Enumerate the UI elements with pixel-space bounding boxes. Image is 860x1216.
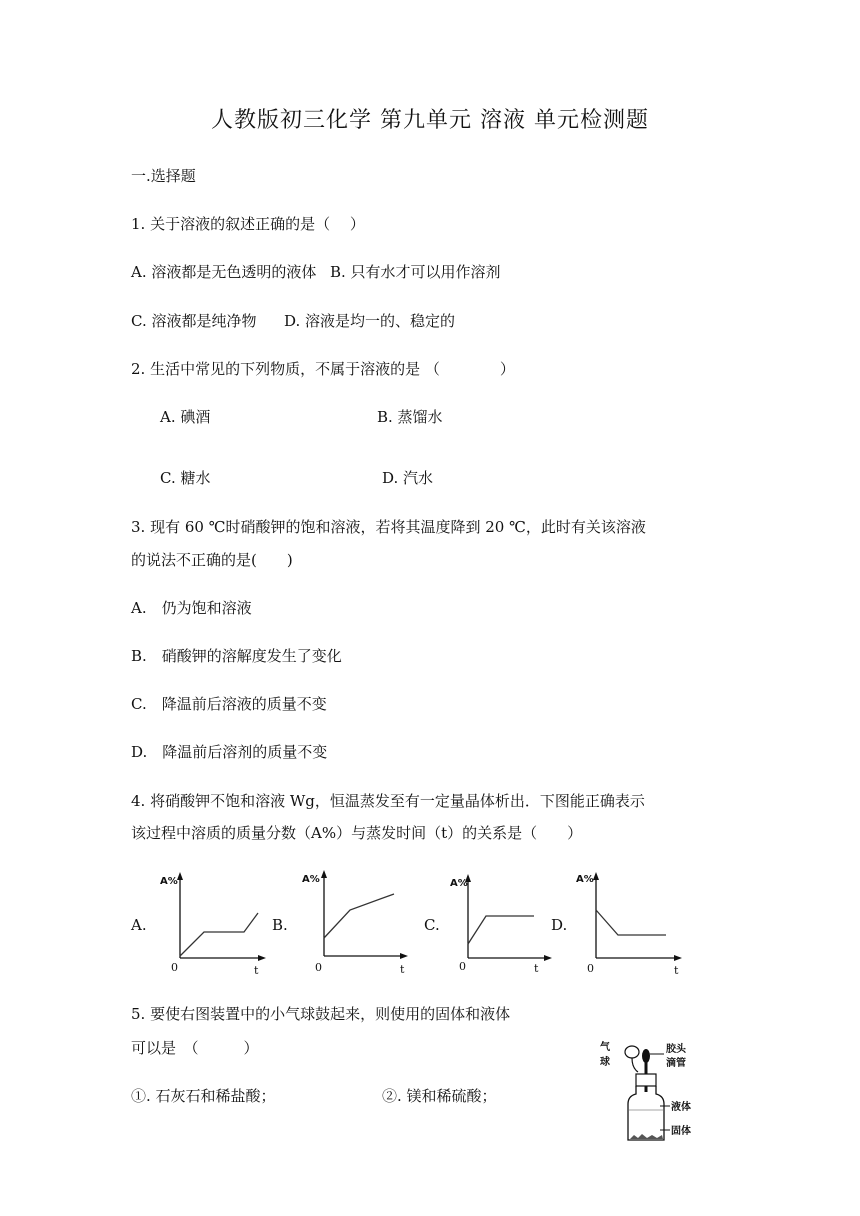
x-axis-label: t: [534, 962, 539, 975]
liquid-label: 液体: [671, 1102, 691, 1113]
question-2-option-c: C. 糖水: [160, 469, 211, 487]
y-axis-label: A%: [450, 878, 468, 889]
graph-c: [448, 870, 558, 978]
origin-label: 0: [315, 961, 322, 974]
graph-d: [574, 868, 690, 978]
x-axis-label: t: [400, 963, 405, 976]
question-4-graph-option-a: A.: [131, 916, 147, 934]
x-arrow: [400, 953, 408, 959]
bottle-icon: [628, 1086, 664, 1140]
graph-curve: [324, 894, 394, 938]
question-3-stem-line-1: 3. 现有 60 ℃时硝酸钾的饱和溶液，若将其温度降到 20 ℃，此时有关该溶液: [131, 518, 646, 536]
question-3-option-b: B. 硝酸钾的溶解度发生了变化: [131, 647, 342, 665]
question-5-stem-line-1: 5. 要使右图装置中的小气球鼓起来，则使用的固体和液体: [131, 1005, 511, 1023]
section-heading: 一.选择题: [131, 167, 196, 185]
question-5-option-2: ②. 镁和稀硫酸；: [382, 1087, 497, 1105]
graph-b: [300, 864, 410, 976]
origin-label: 0: [459, 960, 466, 973]
x-axis-label: t: [254, 964, 259, 977]
graph-a: [158, 868, 268, 978]
x-arrow: [544, 955, 552, 961]
balloon-label-1: 气: [600, 1042, 610, 1053]
question-5-stem-line-2: 可以是 （ ）: [131, 1039, 259, 1057]
question-1-option-a: A. 溶液都是无色透明的液体: [131, 263, 317, 281]
x-arrow: [674, 955, 682, 961]
dropper-label-2: 滴管: [666, 1058, 686, 1069]
page-title: 人教版初三化学 第九单元 溶液 单元检测题: [211, 108, 649, 133]
y-axis-label: A%: [302, 874, 320, 885]
question-2-option-d: D. 汽水: [382, 469, 434, 487]
question-4-graph-option-d: D.: [551, 916, 568, 934]
y-axis-label: A%: [576, 874, 594, 885]
question-4-stem-line-2: 该过程中溶质的质量分数（A%）与蒸发时间（t）的关系是（ ）: [131, 824, 583, 842]
solid-icon: [630, 1134, 663, 1139]
graph-curve: [468, 916, 534, 944]
question-3-stem-line-2: 的说法不正确的是( ): [131, 551, 293, 569]
origin-label: 0: [171, 961, 178, 974]
question-4-stem-line-1: 4. 将硝酸钾不饱和溶液 Wg，恒温蒸发至有一定量晶体析出．下图能正确表示: [131, 792, 645, 810]
dropper-label-1: 胶头: [666, 1044, 686, 1055]
question-2-stem: 2. 生活中常见的下列物质，不属于溶液的是 （ ）: [131, 360, 515, 378]
question-1-stem: 1. 关于溶液的叙述正确的是（ ）: [131, 215, 365, 233]
graph-curve: [596, 910, 666, 935]
question-1-option-b: B. 只有水才可以用作溶剂: [330, 263, 501, 281]
x-arrow: [258, 955, 266, 961]
question-3-option-c: C. 降温前后溶液的质量不变: [131, 695, 327, 713]
question-3-option-a: A. 仍为饱和溶液: [131, 599, 252, 617]
question-5-option-1: ①. 石灰石和稀盐酸；: [131, 1087, 276, 1105]
balloon-icon: [625, 1046, 639, 1058]
question-1-option-d: D. 溶液是均一的、稳定的: [284, 312, 456, 330]
x-axis-label: t: [674, 964, 679, 977]
balloon-label-2: 球: [600, 1057, 610, 1068]
question-4-graph-option-c: C.: [424, 916, 440, 934]
question-1-option-c: C. 溶液都是纯净物: [131, 312, 257, 330]
question-2-option-b: B. 蒸馏水: [377, 408, 443, 426]
y-arrow: [177, 872, 183, 880]
balloon-apparatus-diagram: [592, 1040, 712, 1145]
y-arrow: [593, 872, 599, 880]
stopper-icon: [636, 1074, 656, 1086]
y-axis-label: A%: [160, 876, 178, 887]
question-3-option-d: D. 降温前后溶剂的质量不变: [131, 743, 328, 761]
dropper-bulb-icon: [642, 1049, 650, 1063]
balloon-tube: [632, 1058, 638, 1072]
question-4-graph-option-b: B.: [272, 916, 288, 934]
solid-label: 固体: [671, 1126, 691, 1137]
question-2-option-a: A. 碘酒: [160, 408, 211, 426]
y-arrow: [321, 870, 327, 878]
origin-label: 0: [587, 962, 594, 975]
graph-curve: [180, 913, 258, 956]
